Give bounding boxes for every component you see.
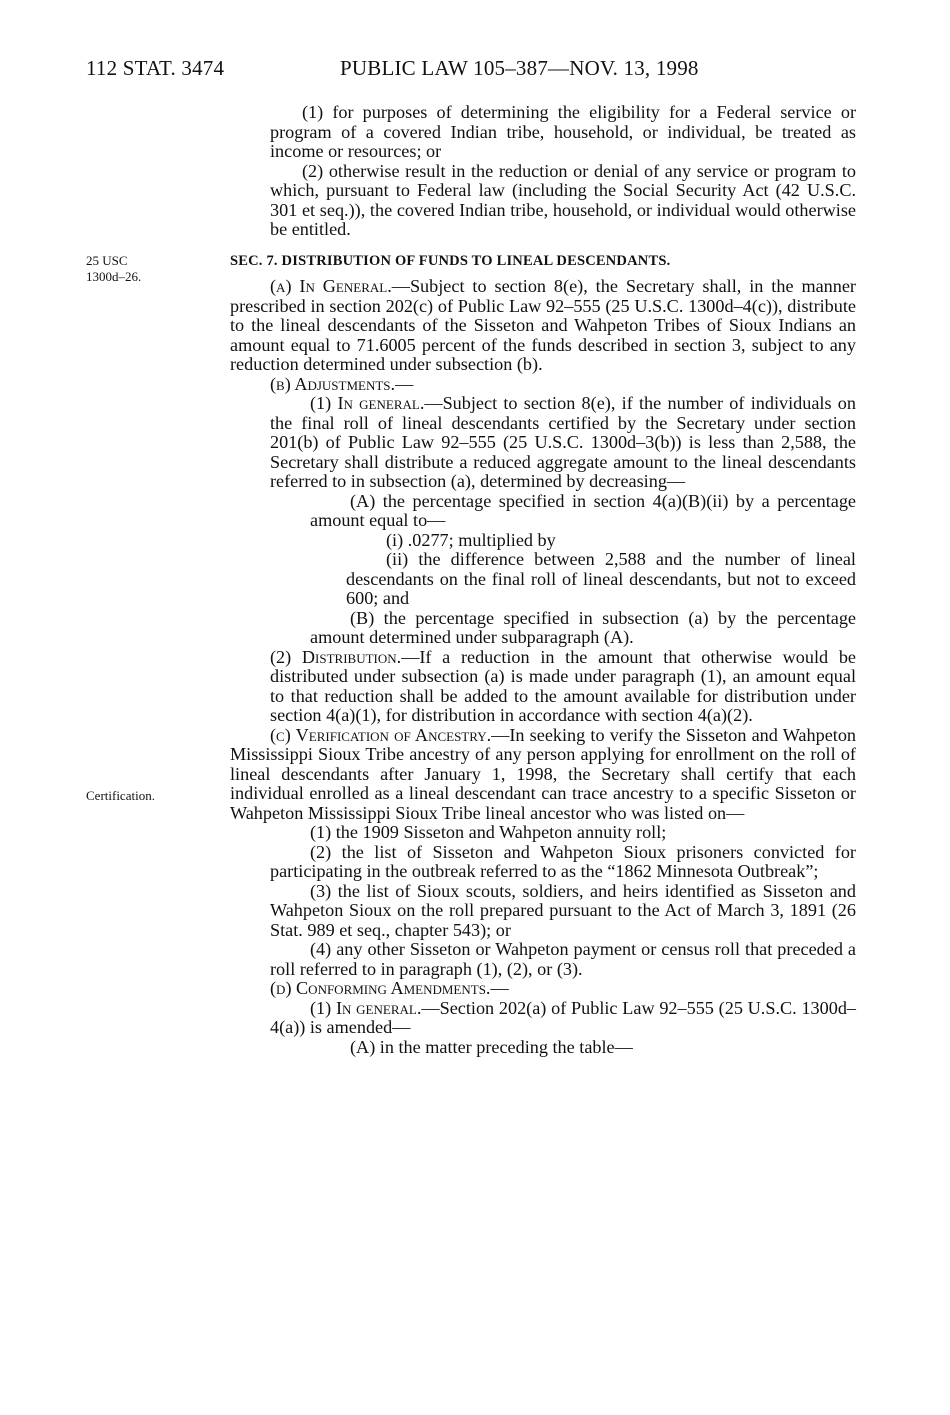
subsection-a (230, 277, 856, 375)
paragraph-1: (1) for purposes of determining the eligibility for a Federal service or program of a covered Indian tribe, household, or individual, be treated as income or resources; or (270, 102, 856, 161)
paragraph-c1: (1) the 1909 Sisseton and Wahpeton annuity roll; (310, 822, 667, 842)
subparagraph-b1A: (A) the percentage specified in section 4(a)(B)(ii) by a percentage amount equal to— (310, 490, 856, 530)
margin-note-usc-line1: 25 USC (86, 253, 128, 268)
subsection-d1-text: —Section 202(a) of Public Law 92–555 (25 U.S.C. 1300d–4(a)) is amended— (270, 997, 857, 1037)
page-header-title: PUBLIC LAW 105–387—NOV. 13, 1998 (340, 56, 699, 80)
subsection-d1-label: (1) In general. (310, 997, 422, 1018)
paragraph-2: (2) otherwise result in the reduction or denial of any service or program to which, pursuant to Federal law (including the Social Security Act (42 U.S.C. 301 et seq.)), the covered Indian tribe, household, or individual would otherwise be entitled. (270, 160, 856, 239)
subsection-b1 (270, 394, 856, 492)
document-body (230, 103, 856, 1057)
margin-note-usc-line2: 1300d–26. (86, 269, 142, 284)
subsection-b1-text: —Subject to section 8(e), if the number of individuals on the final roll of lineal descendants certified by the Secretary under section 201(b) of Public Law 92–555 (25 U.S.C. 1300d–3(b)) is less than 2,588, the Secretary shall distribute a reduced aggregate amount to the lineal descendants referred to in subsection (a), determined by decreasing— (270, 393, 856, 491)
paragraph-c2: (2) the list of Sisseton and Wahpeton Sioux prisoners convicted for participating in the outbreak referred to as the “1862 Minnesota Outbreak”; (270, 841, 856, 881)
subsection-b-heading: (b) Adjustments.— (270, 373, 414, 394)
margin-note-certification: Certification. (86, 788, 155, 803)
subsection-c-label: (c) Verification of Ancestry. (270, 724, 492, 745)
subsection-c (230, 726, 856, 824)
subsection-c-text: —In seeking to verify the Sisseton and Wahpeton Mississippi Sioux Tribe ancestry of any person applying for enrollment on the roll of lineal descendants after January 1, 1998, the Secretary shall certify that each individual enrolled as a lineal descendant can trace ancestry to a specific Sisseton or Wahpeton Mississippi Sioux Tribe lineal ancestor who was listed on— (230, 724, 857, 823)
subsection-a-label: (a) In General. (270, 276, 392, 296)
subparagraph-d1A: (A) in the matter preceding the table— (350, 1036, 633, 1057)
clause-b1Aii: (ii) the difference between 2,588 and the number of lineal descendants on the final roll of lineal descendants, but not to exceed 600; and (346, 549, 856, 608)
subsection-b2-label: (2) Distribution. (270, 646, 402, 667)
section-7-heading: SEC. 7. DISTRIBUTION OF FUNDS TO LINEAL DESCENDANTS. (230, 252, 671, 269)
subsection-b2 (270, 648, 856, 726)
margin-note-usc (86, 253, 141, 285)
subsection-a-text: —Subject to section 8(e), the Secretary shall, in the manner prescribed in section 202(c) of Public Law 92–555 (25 U.S.C. 1300d–4(c)), distribute to the lineal descendants of the Sisseton and Wahpeton Tribes of Sioux Indians an amount equal to 71.6005 percent of the funds described in section 3, subject to any reduction determined under subsection (b). (230, 276, 856, 374)
subsection-d-heading: (d) Conforming Amendments.— (270, 978, 509, 998)
subsection-d1 (270, 999, 856, 1038)
clause-b1Ai: (i) .0277; multiplied by (386, 529, 556, 550)
paragraph-c4: (4) any other Sisseton or Wahpeton payment or census roll that preceded a roll referred to in paragraph (1), (2), or (3). (270, 939, 856, 979)
subparagraph-b1B: (B) the percentage specified in subsection (a) by the percentage amount determined under subparagraph (A). (310, 607, 856, 647)
paragraph-c3: (3) the list of Sioux scouts, soldiers, and heirs identified as Sisseton and Wahpeton Sioux on the roll prepared pursuant to the Act of March 3, 1891 (26 Stat. 989 et seq., chapter 543); or (270, 880, 856, 940)
subsection-b2-text: —If a reduction in the amount that otherwise would be distributed under subsection (a) is made under paragraph (1), an amount equal to that reduction shall be added to the amount available for distribution under section 4(a)(1), for distribution in accordance with section 4(a)(2). (270, 646, 856, 725)
page-header-statute-ref: 112 STAT. 3474 (86, 56, 225, 80)
subsection-b1-label: (1) In general. (310, 393, 425, 413)
